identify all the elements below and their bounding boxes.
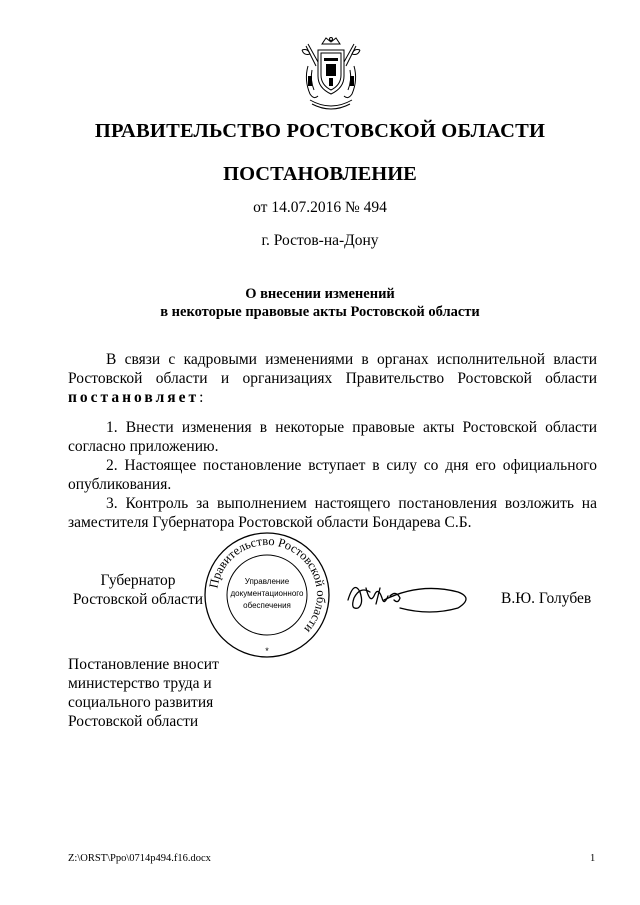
footer-file-path: Z:\ORST\Ppo\0714p494.f16.docx [68,853,211,864]
decree-items [68,418,597,532]
signatory-name: В.Ю. Голубев [501,590,592,607]
decree-item: 1. Внести изменения в некоторые правовые акты Ростовской области согласно приложению. [68,419,597,455]
subject-line-1: О внесении изменений [245,286,395,302]
position-line-1: Губернатор [100,572,176,589]
submitter-note [68,655,268,731]
position-line-2: Ростовской области [72,591,204,608]
document-date-number: от 14.07.2016 № 494 [253,199,387,216]
stamp-inner-line-1: Управление [244,577,290,586]
stamp-star-icon: * [265,646,269,656]
handwritten-signature [340,570,475,620]
official-stamp [202,530,332,660]
submitter-line-4: Ростовской области [68,713,199,730]
coat-of-arms-emblem [300,36,362,114]
submitter-line-1: Постановление вносит [68,656,219,673]
intro-text: В связи с кадровыми изменениями в органах исполнительной власти Ростовской области и организациях Правительство Ростовской области [68,351,597,387]
decree-colon: : [199,389,204,406]
intro-paragraph [68,350,597,407]
decree-item: 3. Контроль за выполнением настоящего постановления возложить на заместителя Губернатора Ростовской области Бондарева С.Б. [68,495,597,531]
page-number: 1 [590,853,596,864]
signatory-position [68,571,208,609]
stamp-inner-line-3: обеспечения [243,601,291,610]
stamp-ring-path: Правительство Ростовской области [206,533,329,636]
document-subject [0,285,640,321]
stamp-inner-line-2: документационного [230,589,304,598]
government-title: ПРАВИТЕЛЬСТВО РОСТОВСКОЙ ОБЛАСТИ [94,120,546,142]
document-city: г. Ростов-на-Дону [261,232,379,249]
subject-line-2: в некоторые правовые акты Ростовской области [160,304,480,320]
document-type: ПОСТАНОВЛЕНИЕ [223,163,417,185]
submitter-line-3: социального развития [68,694,214,711]
decree-word: постановляет [68,389,200,406]
decree-item: 2. Настоящее постановление вступает в силу со дня его официального опубликования. [68,457,597,493]
submitter-line-2: министерство труда и [68,675,212,692]
